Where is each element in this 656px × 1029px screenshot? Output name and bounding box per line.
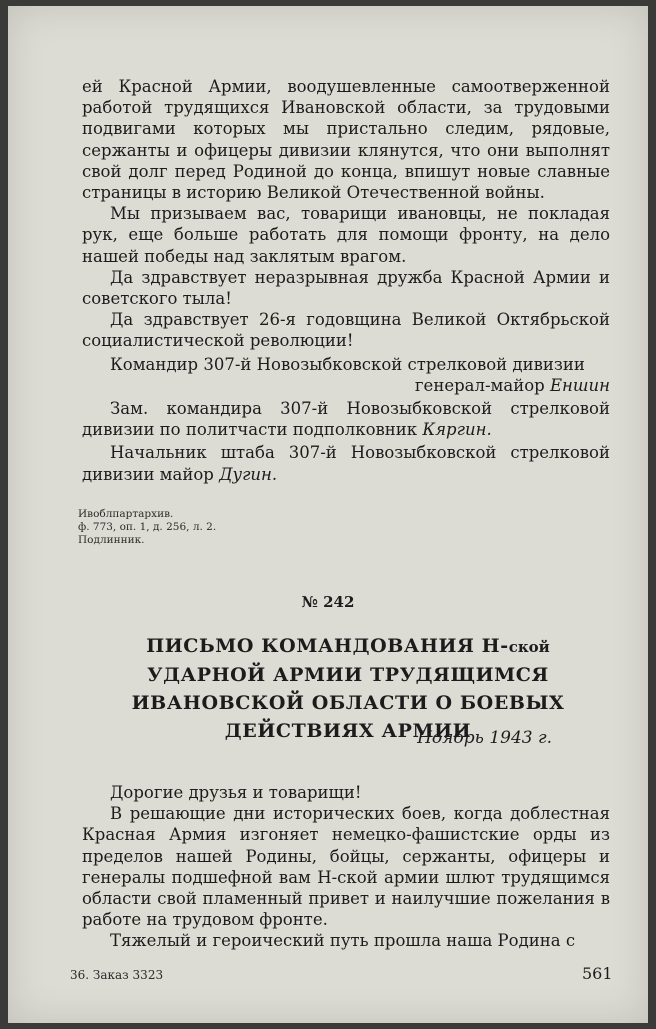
page-number: 561 — [582, 964, 613, 983]
archive-line: ф. 773, оп. 1, д. 256, л. 2. — [78, 521, 217, 533]
letter-body — [82, 782, 610, 952]
paragraph: Да здравствует 26-я годовщина Великой Октябрьской социалистической революции! — [82, 310, 610, 351]
paragraph: ей Красной Армии, воодушевленные самоотверженной работой трудящихся Ивановской области, за трудовыми подвигами которых мы пристально следим, рядовые, сержанты и офицеры дивизии клянутся, что они выполнят свой долг перед Родиной до конца, впишут новые славные страницы в историю Великой Отечественной войны. — [82, 77, 610, 203]
greeting: Дорогие друзья и товарищи! — [110, 783, 362, 802]
paragraph: Да здравствует неразрывная дружба Красной Армии и советского тыла! — [82, 267, 610, 309]
signature-name: Дугин. — [219, 464, 278, 484]
paragraph: В решающие дни исторических боев, когда доблестная Красная Армия изгоняет немецко-фашистские орды из пределов нашей Родины, бойцы, сержанты, офицеры и генералы подшефной вам Н-ской армии шлют трудящимся области свой пламенный привет и наилучшие пожелания в работе на трудовом фронте. — [82, 804, 610, 930]
signature-rank — [82, 398, 610, 440]
document-number: № 242 — [301, 593, 355, 611]
title-part: ПИСЬМО КОМАНДОВАНИЯ Н- — [146, 635, 509, 657]
signature-rank-text: Зам. командира 307-й Новозыбковской стрелковой дивизии по политчасти подполковник — [82, 399, 610, 440]
document-page — [8, 6, 648, 1023]
archive-line: Подлинник. — [78, 534, 145, 546]
letter-continuation — [82, 76, 610, 485]
signature-deputy — [82, 398, 610, 440]
title-part: УДАРНОЙ АРМИИ ТРУДЯЩИМСЯ ИВАНОВСКОЙ ОБЛАСТИ О БОЕВЫХ ДЕЙСТВИЯХ АРМИИ — [131, 664, 565, 742]
signature-name: Еншин — [549, 375, 610, 395]
signature-rank: Командир 307-й Новозыбковской стрелковой дивизии — [110, 354, 585, 374]
print-order: 36. Заказ 3323 — [70, 968, 164, 982]
archive-line: Ивоблпартархив. — [78, 508, 174, 520]
document-date: Ноябрь 1943 г. — [417, 728, 552, 748]
signature-rank-text: Начальник штаба 307-й Новозыбковской стрелковой дивизии майор — [82, 443, 610, 484]
signature-commander — [82, 354, 610, 396]
signature-line — [82, 375, 610, 396]
paragraph: Мы призываем вас, товарищи ивановцы, не покладая рук, еще больше работать для помощи фронту, на дело нашей победы над заклятым врагом. — [82, 204, 610, 266]
archive-reference — [78, 508, 216, 547]
signature-rank — [82, 442, 610, 484]
signature-tail: генерал-майор — [414, 375, 545, 395]
paragraph: Тяжелый и героический путь прошла наша Родина с — [110, 931, 576, 951]
signature-name: Кяргин. — [422, 420, 492, 440]
title-small: ской — [508, 638, 550, 656]
signature-chief-of-staff — [82, 442, 610, 484]
